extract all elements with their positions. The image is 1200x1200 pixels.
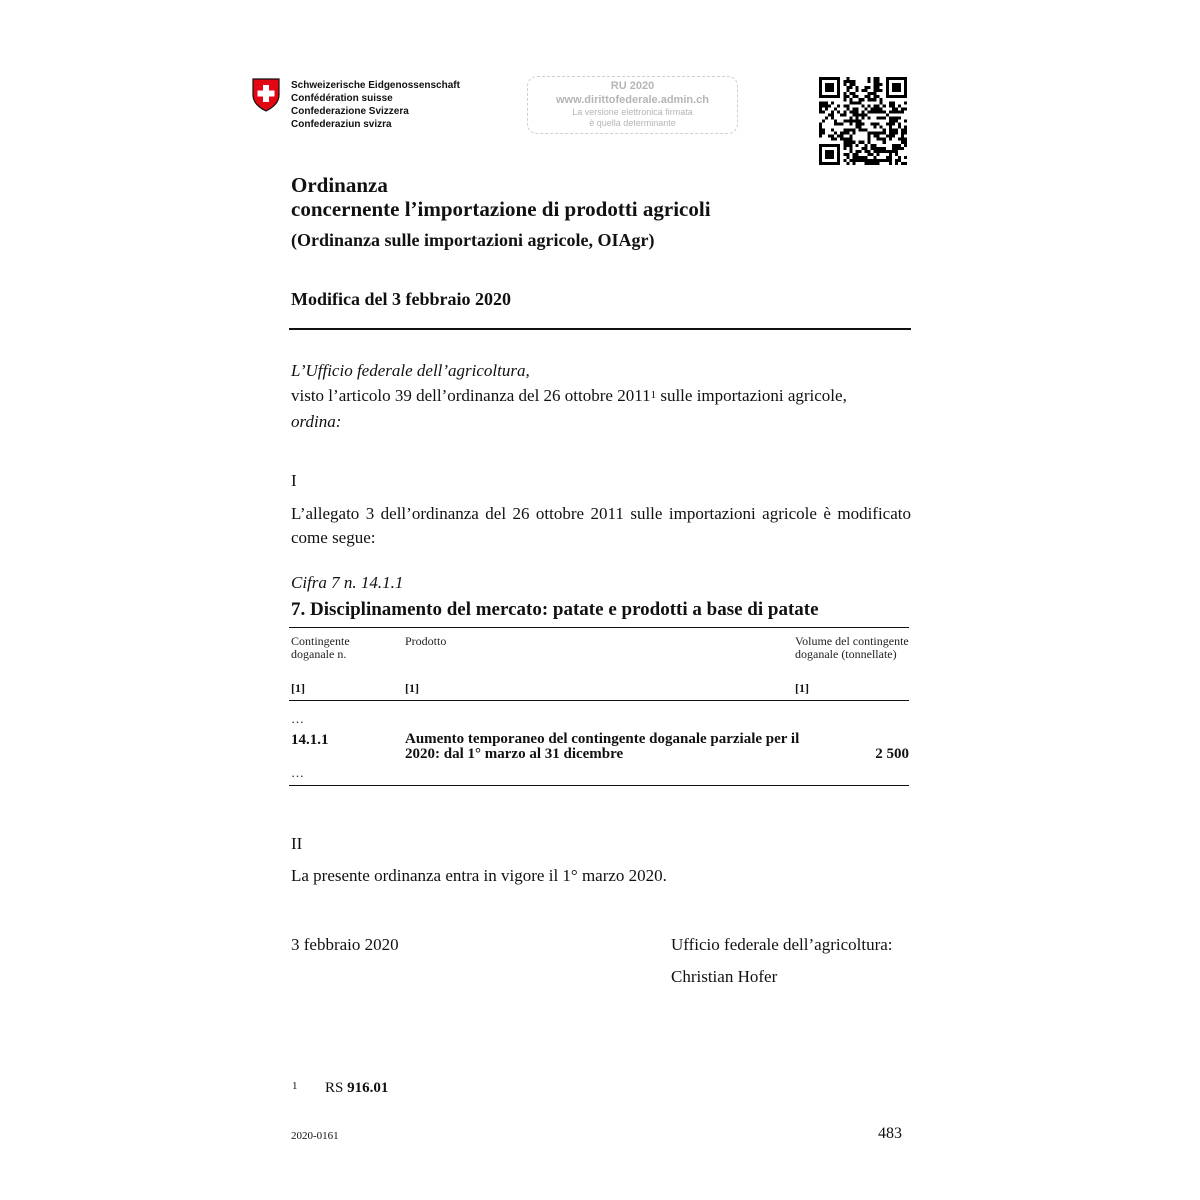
legal-basis xyxy=(291,384,847,408)
amendment-reference: Cifra 7 n. 14.1.1 xyxy=(291,573,404,592)
table-row-quota-number: 14.1.1 xyxy=(291,732,329,748)
column-ref-marker: [1] xyxy=(291,681,305,695)
qr-code-icon xyxy=(819,77,907,165)
column-header-volume: Volume del contingente doganale (tonnellate) xyxy=(795,634,909,661)
page-number: 483 xyxy=(878,1125,902,1142)
table-header-rule xyxy=(289,700,909,701)
footnote-reference: 916.01 xyxy=(347,1080,389,1096)
publication-stamp xyxy=(527,76,738,134)
legal-basis-text: visto l’articolo 39 dell’ordinanza del 26 ottobre 2011 xyxy=(291,386,651,405)
column-header-product: Prodotto xyxy=(405,634,447,648)
column-ref-marker: [1] xyxy=(795,681,809,695)
section-label-1: I xyxy=(291,471,297,490)
signature-office: Ufficio federale dell’agricoltura: xyxy=(671,935,893,954)
swiss-coat-of-arms-icon xyxy=(252,78,280,112)
footnote-ref[interactable]: 1 xyxy=(650,389,657,401)
table-ellipsis: … xyxy=(291,765,304,780)
footnote-number: 1 xyxy=(292,1080,298,1092)
column-ref-marker: [1] xyxy=(405,681,419,695)
section-text-1: L’allegato 3 dell’ordinanza del 26 ottobre 2011 sulle importazioni agricole è modificato come segue: xyxy=(291,504,911,547)
footnote-prefix: RS xyxy=(325,1080,348,1096)
confederation-name-rm: Confederaziun svizra xyxy=(291,119,392,130)
column-header-quota-number: Contingente doganale n. xyxy=(291,634,350,661)
document-title: concernente l’importazione di prodotti agricoli xyxy=(291,197,711,221)
signature-date: 3 febbraio 2020 xyxy=(291,935,399,954)
stamp-note-2: è quella determinante xyxy=(589,118,676,128)
stamp-note-1: La versione elettronica firmata xyxy=(572,107,693,117)
table-top-rule xyxy=(289,627,909,628)
confederation-name-it: Confederazione Svizzera xyxy=(291,106,409,117)
stamp-collection: RU 2020 xyxy=(610,80,655,92)
table-row-product: Aumento temporaneo del contingente doganale parziale per il 2020: dal 1° marzo al 31 dicembre xyxy=(405,731,800,762)
orders-verb: ordina: xyxy=(291,412,342,431)
footnote-text xyxy=(325,1079,388,1097)
signer-name: Christian Hofer xyxy=(671,967,778,986)
document-short-title: (Ordinanza sulle importazioni agricole, OIAgr) xyxy=(291,230,655,250)
table-heading: 7. Disciplinamento del mercato: patate e prodotti a base di patate xyxy=(291,599,819,620)
stamp-website: www.dirittofederale.admin.ch xyxy=(555,94,709,106)
confederation-names xyxy=(291,79,460,131)
issuer: L’Ufficio federale dell’agricoltura, xyxy=(291,361,530,380)
confederation-name-fr: Confédération suisse xyxy=(291,93,393,104)
document-number: 2020-0161 xyxy=(291,1130,339,1142)
title-divider xyxy=(289,328,911,330)
amendment-date: Modifica del 3 febbraio 2020 xyxy=(291,289,511,309)
document-type-title: Ordinanza xyxy=(291,173,388,197)
confederation-name-de: Schweizerische Eidgenossenschaft xyxy=(291,80,460,91)
section-label-2: II xyxy=(291,834,303,853)
section-text-2: La presente ordinanza entra in vigore il 1° marzo 2020. xyxy=(291,866,667,885)
table-row-volume: 2 500 xyxy=(875,746,909,762)
table-bottom-rule xyxy=(289,785,909,786)
legal-basis-text-end: sulle importazioni agricole, xyxy=(656,386,847,405)
table-ellipsis: … xyxy=(291,711,304,726)
